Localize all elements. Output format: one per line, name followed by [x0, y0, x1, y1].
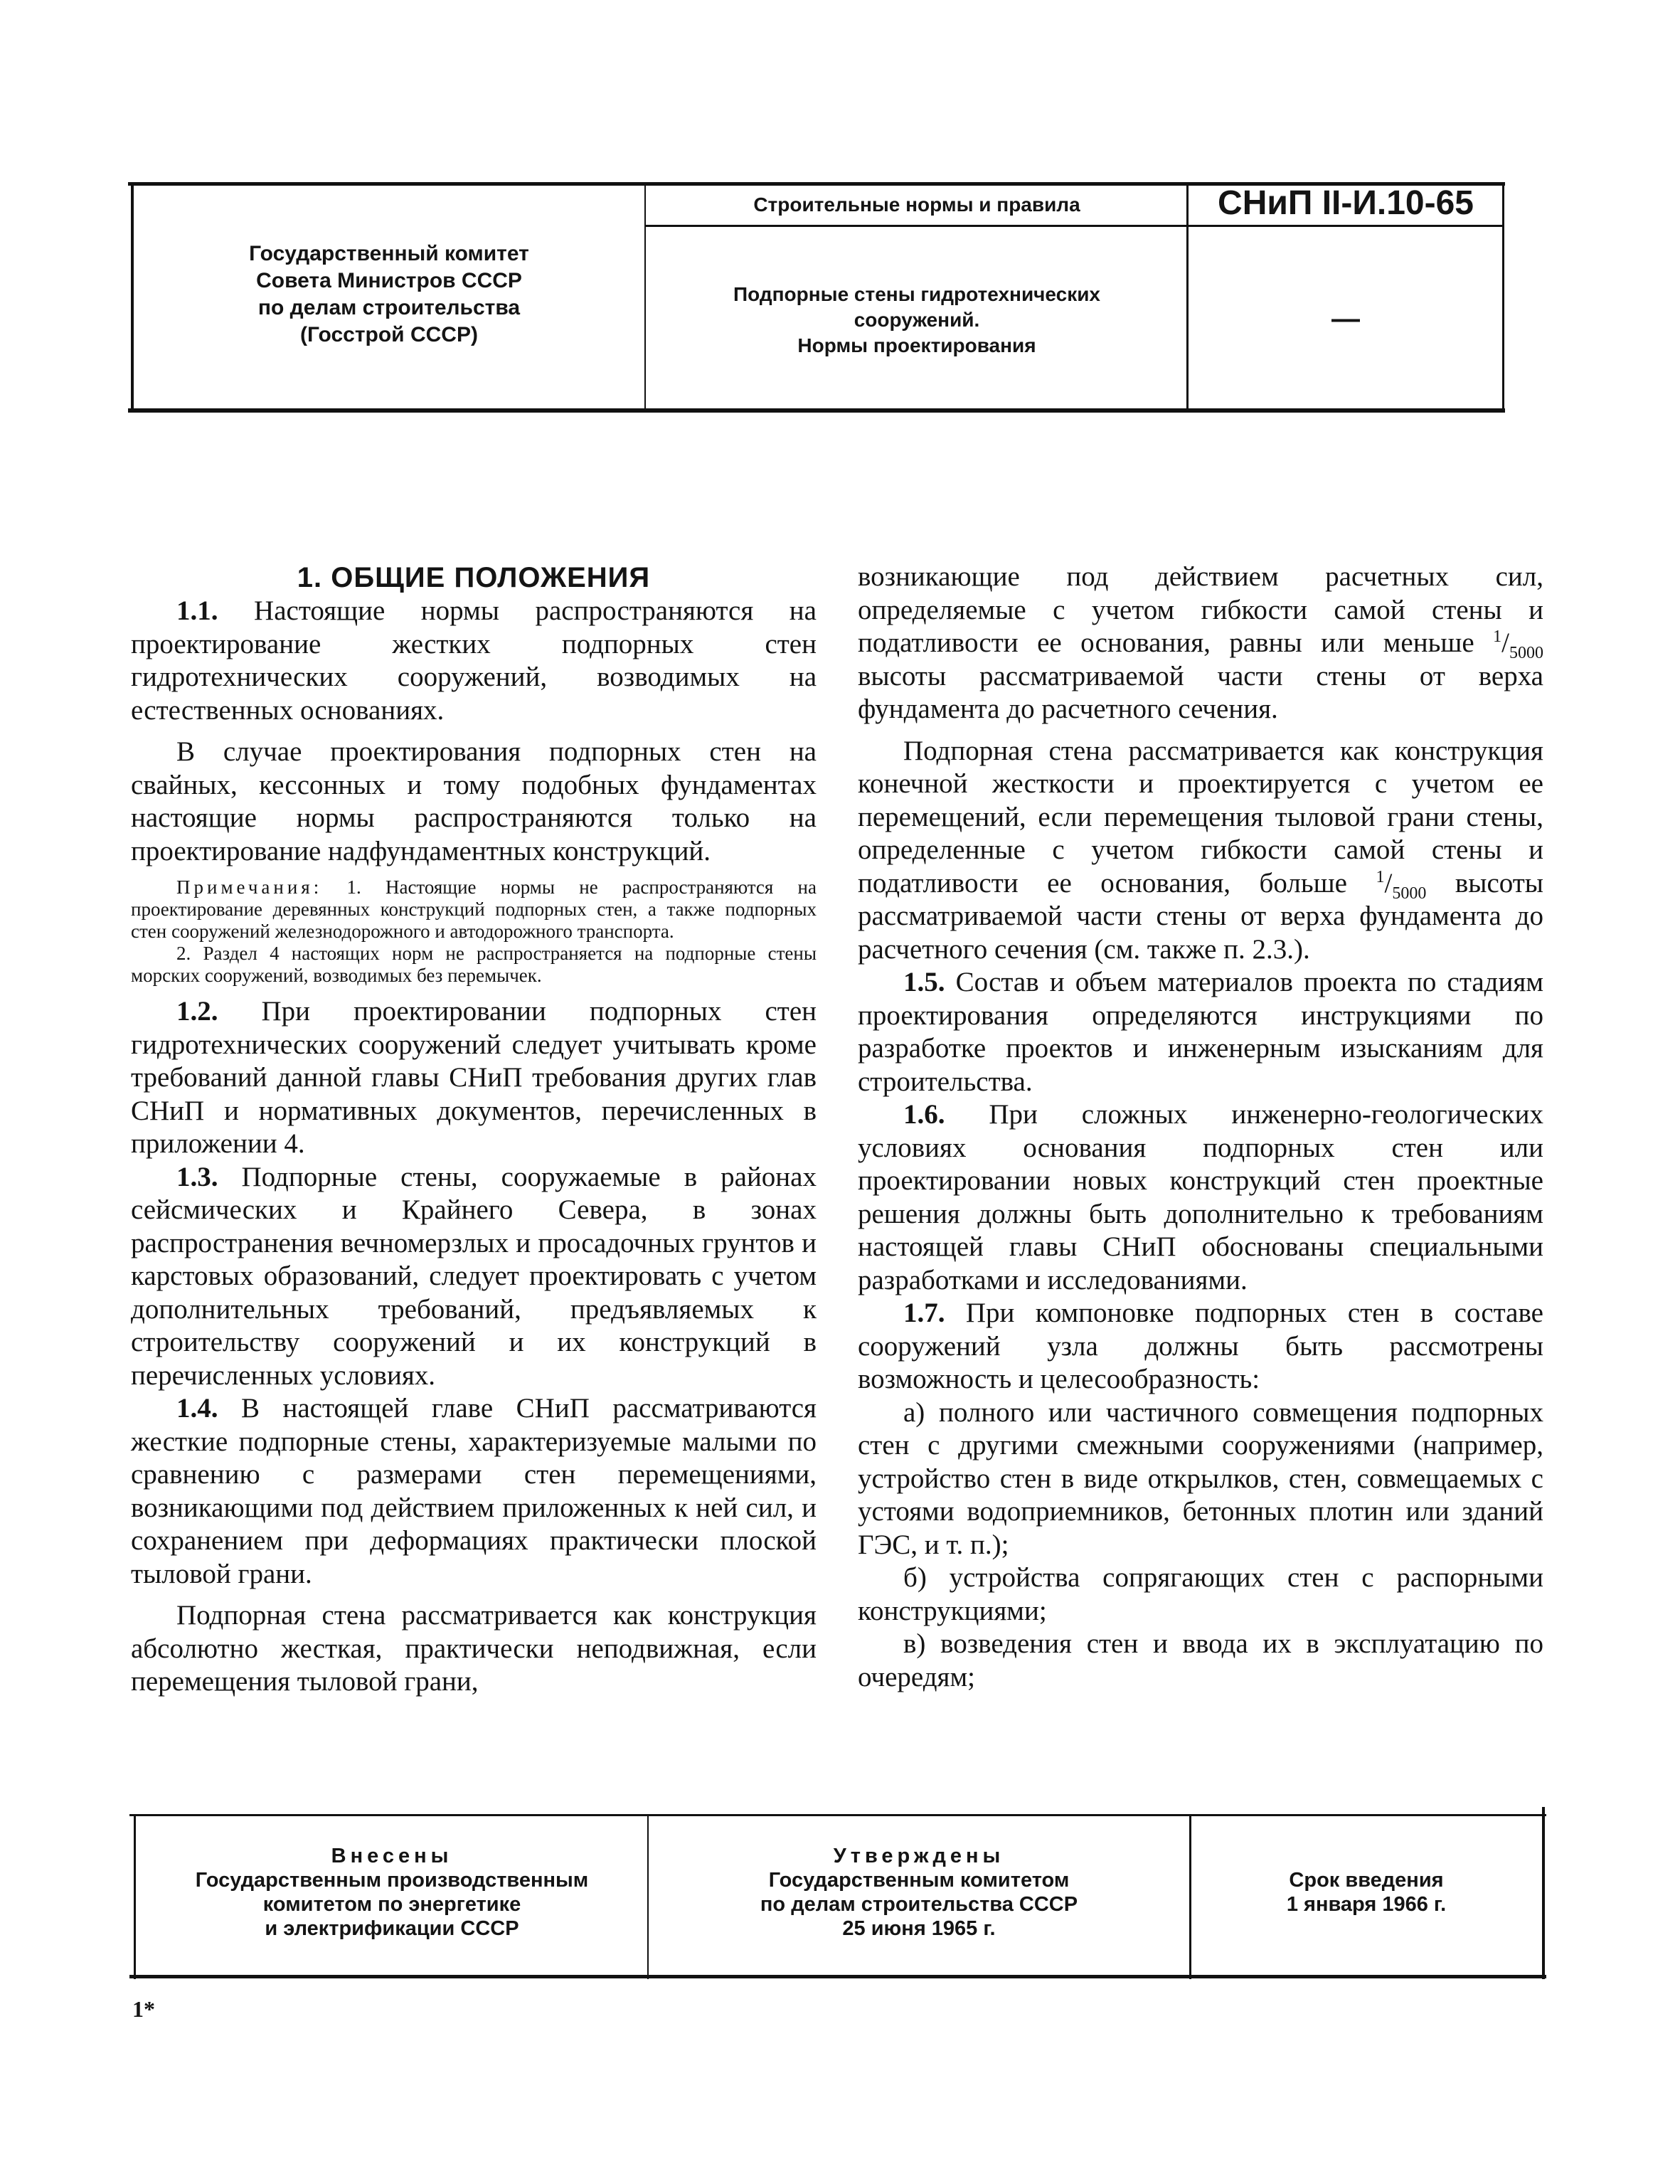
- clause-text: Настоящие нормы распространяются на проектирование жестких подпорных стен гидротехнических сооружений, возводимых на естественных основаниях.: [131, 595, 817, 726]
- footer-line: по делам строительства СССР: [760, 1893, 1078, 1916]
- list-item-c: в) возведения стен и ввода их в эксплуатацию по очередям;: [858, 1628, 1543, 1692]
- list-item-a: а) полного или частичного совмещения подпорных стен с другими смежными сооружениями (например, устройство стен в виде открылков, стен, совмещаемых с устоями водоприемников, бетонных плотин или зданий ГЭС, и т. п.);: [858, 1396, 1543, 1560]
- footer-line: 25 июня 1965 г.: [842, 1917, 996, 1940]
- footer-table: [129, 1814, 1546, 1985]
- footer-line: Государственным производственным: [195, 1869, 589, 1892]
- clause-number: 1.3.: [176, 1161, 218, 1192]
- document-type: Строительные нормы и правила: [753, 194, 1080, 216]
- footer-line: 1 января 1966 г.: [1286, 1893, 1447, 1916]
- fraction-numerator: 1: [1376, 867, 1385, 886]
- paragraph-1-5: [858, 966, 1543, 1098]
- fraction-denominator: 5000: [1392, 884, 1427, 903]
- clause-text: При сложных инженерно-геологических условиях основания подпорных стен или проектировании новых конструкций стен проектные решения должны быть дополнительно к требованиям настоящей главы СНиП обоснованы специальными разработками и исследованиями.: [858, 1099, 1543, 1295]
- header-divider-1: [644, 182, 646, 411]
- note-label: Примечания:: [176, 876, 323, 898]
- header-right-rule: [1502, 182, 1504, 411]
- footer-heading: Внесены: [331, 1845, 453, 1867]
- body-column-right: [858, 561, 1543, 1694]
- clause-number: 1.6.: [903, 1099, 945, 1130]
- paragraph-1-4d: Подпорная стена рассматривается как конструкция конечной жесткости и проектируется с учетом ее перемещений, если перемещения тыловой грани стены, определенные с учетом гибкости самой стены и податливости ее основания, больше $^1/_{5000}$ высоты рассматриваемой части стены от верха фундамента до расчетного сечения (см. также п. 2.3.).: [858, 735, 1543, 965]
- clause-text: В настоящей главе СНиП рассматриваются жесткие подпорные стены, характеризуемые малыми по сравнению с размерами стен перемещениями, возникающими под действием приложенных к ней сил, и сохранением при деформациях практически плоской тыловой грани.: [131, 1393, 817, 1589]
- paragraph-1-6: [858, 1098, 1543, 1297]
- body-column-left: [131, 561, 817, 1699]
- footer-bottom-rule: [129, 1975, 1546, 1978]
- fraction-denominator: 5000: [1509, 643, 1543, 662]
- title-line: Подпорные стены гидротехнических: [733, 283, 1100, 305]
- page-signature-mark: 1*: [132, 1996, 155, 2022]
- note-2: 2. Раздел 4 настоящих норм не распространяется на подпорные стены морских сооружений, возводимых без перемычек.: [131, 943, 817, 986]
- issuing-organization: [134, 240, 644, 349]
- clause-text: При компоновке подпорных стен в составе сооружений узла должны быть рассмотрены возможность и целесообразность:: [858, 1298, 1543, 1394]
- fraction-numerator: 1: [1493, 627, 1502, 646]
- header-bottom-rule: [128, 408, 1505, 413]
- clause-number: 1.2.: [176, 996, 218, 1027]
- footer-divider-2: [1189, 1814, 1191, 1979]
- paragraph-1-1: [131, 595, 817, 727]
- footer-heading: Утверждены: [833, 1845, 1005, 1867]
- paragraph-1-2: [131, 995, 817, 1161]
- section-title: 1. ОБЩИЕ ПОЛОЖЕНИЯ: [297, 562, 651, 593]
- paragraph-1-1b: В случае проектирования подпорных стен на свайных, кессонных и тому подобных фундаментах настоящие нормы распространяются только на проектирование надфундаментных конструкций.: [131, 736, 817, 866]
- effective-date: [1192, 1868, 1541, 1917]
- continued-text: высоты рассматриваемой части стены от верха фундамента до расчетного сечения.: [858, 660, 1543, 724]
- org-line: Государственный комитет: [249, 242, 529, 265]
- org-line: (Госстрой СССР): [300, 323, 478, 346]
- approved-by: [649, 1844, 1189, 1941]
- clause-text: Подпорная стена рассматривается как конструкция конечной жесткости и проектируется с учетом ее перемещений, если перемещения тыловой грани стены, определенные с учетом гибкости самой стены и податливости ее основания, больше: [858, 735, 1543, 898]
- org-line: по делам строительства: [257, 296, 521, 319]
- paragraph-1-4b: Подпорная стена рассматривается как конструкция абсолютно жесткая, практически неподвижная, если перемещения тыловой грани,: [131, 1600, 817, 1697]
- document-code: СНиП II-И.10-65: [1218, 184, 1474, 222]
- header-inner-rule: [646, 225, 1502, 227]
- document-title: [647, 282, 1186, 359]
- title-line: сооружений.: [854, 309, 980, 331]
- clause-number: 1.1.: [176, 595, 218, 626]
- introduced-by: [137, 1844, 647, 1941]
- clause-number: 1.4.: [176, 1393, 218, 1424]
- replaces-dash: —: [1331, 303, 1360, 334]
- footer-line: Срок введения: [1289, 1869, 1444, 1892]
- footer-left-rule: [134, 1814, 136, 1979]
- clause-number: 1.7.: [903, 1298, 945, 1328]
- clause-text: При проектировании подпорных стен гидротехнических сооружений следует учитывать кроме требований данной главы СНиП требования других глав СНиП и нормативных документов, перечисленных в приложении 4.: [131, 996, 817, 1159]
- list-item-b: б) устройства сопрягающих стен с распорными конструкциями;: [858, 1562, 1543, 1626]
- org-line: Совета Министров СССР: [256, 269, 522, 292]
- note-text: 1. Настоящие нормы не распространяются на проектирование деревянных конструкций подпорных стен, а также подпорных стен сооружений железнодорожного и автодорожного транспорта.: [131, 876, 817, 942]
- footer-top-rule: [129, 1814, 1546, 1816]
- header-table: [128, 182, 1505, 410]
- clause-text: Подпорные стены, сооружаемые в районах сейсмических и Крайнего Севера, в зонах распространения вечномерзлых и просадочных грунтов и карстовых образований, следует проектировать с учетом дополнительных требований, предъявляемых к строительству сооружений и их конструкций в перечисленных условиях.: [131, 1161, 817, 1391]
- paragraph-1-4: [131, 1392, 817, 1591]
- title-line: Нормы проектирования: [797, 334, 1036, 356]
- header-divider-2: [1186, 182, 1189, 411]
- footer-line: Государственным комитетом: [768, 1869, 1070, 1892]
- clause-text: высоты рассматриваемой части стены от верха фундамента до расчетного сечения (см. также п. 2.3.).: [858, 867, 1543, 965]
- paragraph-1-4c: возникающие под действием расчетных сил, определяемые с учетом гибкости самой стены и податливости ее основания, равны или меньше $^1/_{5000}$ высоты рассматриваемой части стены от верха фундамента до расчетного сечения.: [858, 561, 1543, 724]
- clause-text: Состав и объем материалов проекта по стадиям проектирования определяются инструкциями по разработке проектов и инженерным изысканиям для строительства.: [858, 967, 1543, 1097]
- note-1: [131, 876, 817, 943]
- paragraph-1-7: [858, 1297, 1543, 1396]
- footer-line: и электрификации СССР: [265, 1917, 519, 1940]
- continued-text: возникающие под действием расчетных сил, определяемые с учетом гибкости самой стены и податливости ее основания, равны или меньше: [858, 561, 1543, 658]
- footer-line: комитетом по энергетике: [262, 1893, 521, 1916]
- paragraph-1-3: [131, 1161, 817, 1393]
- clause-number: 1.5.: [903, 967, 945, 997]
- footer-right-rule: [1542, 1807, 1545, 1979]
